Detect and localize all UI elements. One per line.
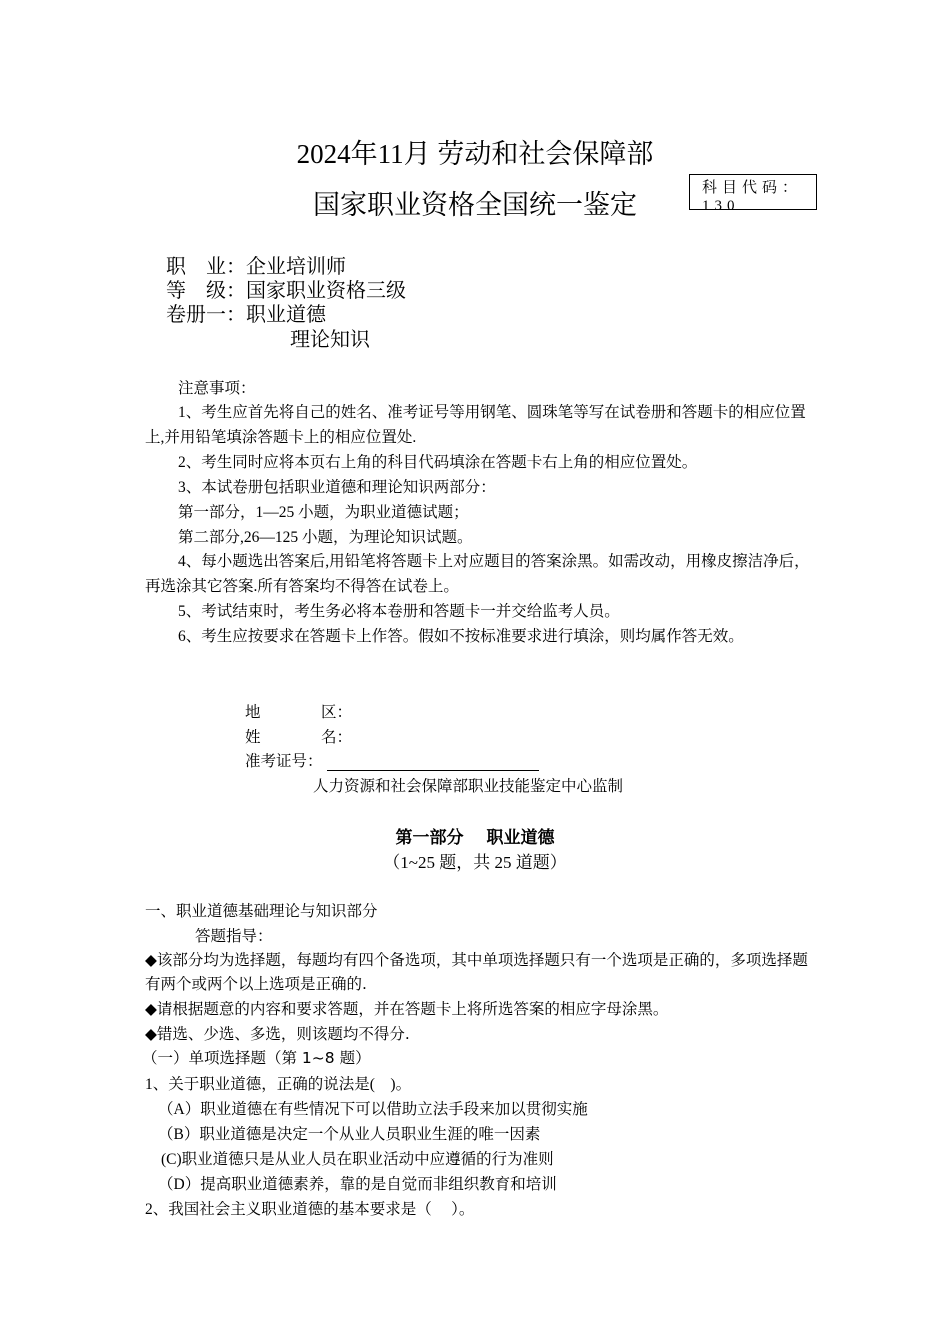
notice-item-6: 6、考生应按要求在答题卡上作答。假如不按标准要求进行填涂，则均属作答无效。: [178, 628, 744, 645]
name-label-b: 名：: [321, 729, 353, 746]
notice-item-4: 4、每小题选出答案后,用铅笔将答题卡上对应题目的答案涂黑。如需改动，用橡皮擦洁净后，再选涂其它答案.所有答案均不得答在试卷上。: [145, 553, 810, 595]
ticket-number-blank: [327, 753, 539, 771]
guide-heading: 答题指导：: [195, 927, 273, 945]
subject-code-box: [689, 174, 817, 210]
question-1-stem: 1、关于职业道德，正确的说法是( )。: [145, 1076, 412, 1093]
notice-part-1: 第一部分，1—25 小题，为职业道德试题；: [178, 504, 469, 521]
region-label-a: 地: [245, 704, 261, 721]
supervisor-line: 人力资源和社会保障部职业技能鉴定中心监制: [313, 778, 624, 795]
ticket-number-label: 准考证号：: [245, 753, 323, 770]
volume-line: 卷册一：职业道德: [166, 302, 326, 326]
exam-title-line1: 2024年11月 劳动和社会保障部: [296, 139, 654, 169]
guide-item-1: ◆该部分均为选择题，每题均有四个备选项，其中单项选择题只有一个选项是正确的，多项选择题有两个或两个以上选项是正确的.: [145, 951, 808, 993]
notice-item-1: 1、考生应首先将自己的姓名、准考证号等用钢笔、圆珠笔等写在试卷册和答题卡的相应位置上,并用铅笔填涂答题卡上的相应位置处.: [145, 404, 806, 446]
volume-sub-line: 理论知识: [290, 327, 370, 351]
level-line: 等 级：国家职业资格三级: [166, 278, 406, 302]
part-one-subtitle: （1~25 题，共 25 道题）: [383, 853, 567, 872]
question-1-option-b: （B）职业道德是决定一个从业人员职业生涯的唯一因素: [158, 1126, 541, 1143]
section-heading: 一、职业道德基础理论与知识部分: [145, 902, 378, 920]
notice-part-2: 第二部分,26—125 小题，为理论知识试题。: [178, 529, 473, 546]
question-1-option-a: （A）职业道德在有些情况下可以借助立法手段来加以贯彻实施: [158, 1101, 588, 1118]
occupation-line: 职 业：企业培训师: [166, 254, 346, 278]
region-label-b: 区：: [321, 704, 353, 721]
guide-item-3: ◆错选、少选、多选，则该题均不得分.: [145, 1025, 410, 1043]
part-one-title: 第一部分 职业道德: [395, 828, 555, 848]
question-1-option-c: (C)职业道德只是从业人员在职业活动中应遵循的行为准则: [161, 1151, 554, 1168]
subject-code-label: 科目代码：: [702, 180, 803, 196]
notice-item-5: 5、考试结束时，考生务必将本卷册和答题卡一并交给监考人员。: [178, 603, 620, 620]
notice-item-3: 3、本试卷册包括职业道德和理论知识两部分：: [178, 479, 496, 496]
subject-code-value: 130: [702, 198, 740, 210]
notice-heading: 注意事项：: [178, 380, 256, 397]
single-choice-heading: （一）单项选择题（第 1~8 题）: [142, 1049, 371, 1067]
notice-item-2: 2、考生同时应将本页右上角的科目代码填涂在答题卡右上角的相应位置处。: [178, 454, 698, 471]
question-2-stem: 2、我国社会主义职业道德的基本要求是（ ）。: [145, 1201, 475, 1218]
ticket-number-row: [245, 749, 539, 771]
guide-item-2: ◆请根据题意的内容和要求答题，并在答题卡上将所选答案的相应字母涂黑。: [145, 1000, 669, 1018]
name-label-a: 姓: [245, 729, 261, 746]
question-1-option-d: （D）提高职业道德素养，靠的是自觉而非组织教育和培训: [158, 1176, 557, 1193]
exam-title-line2: 国家职业资格全国统一鉴定: [313, 190, 637, 220]
